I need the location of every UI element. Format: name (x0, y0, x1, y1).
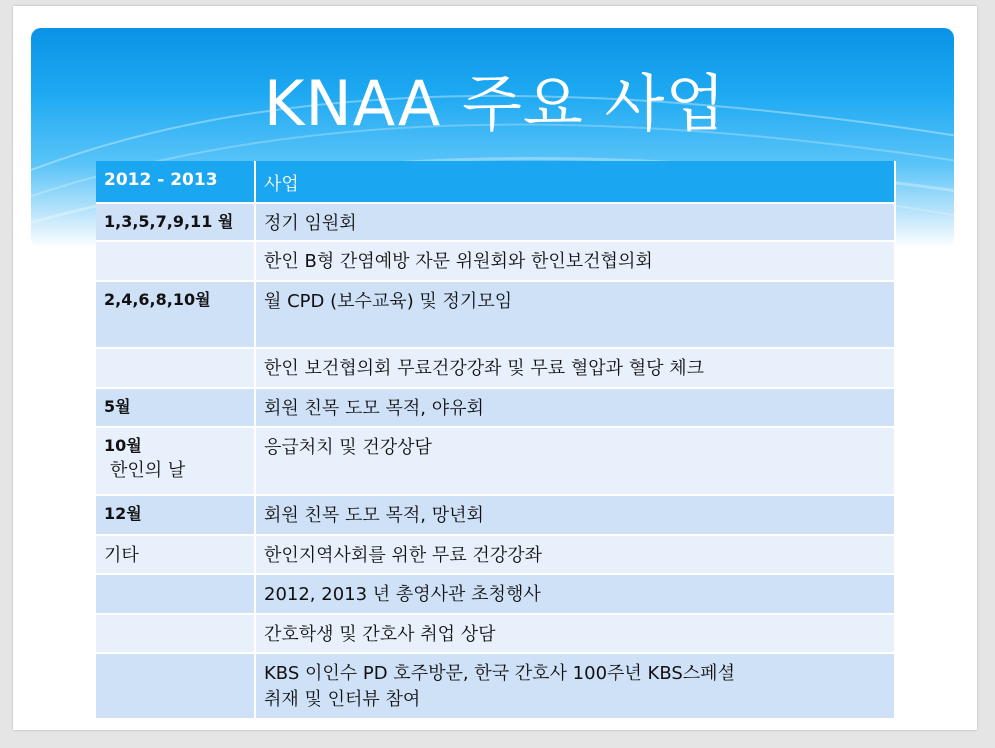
slide (13, 6, 977, 730)
business-cell (255, 653, 895, 719)
period-cell (96, 241, 255, 281)
period-cell (96, 203, 255, 241)
table-row (96, 495, 895, 535)
period-text: 12월 (104, 504, 142, 523)
business-text: KBS 이인수 PD 호주방문, 한국 간호사 100주년 KBS스페셜 (264, 663, 735, 684)
period-cell (96, 653, 255, 719)
period-cell (96, 427, 255, 495)
period-text: 기타 (104, 545, 139, 566)
table-row (96, 241, 895, 281)
table-row (96, 614, 895, 653)
period-text: 5월 (104, 397, 131, 416)
period-cell (96, 388, 255, 427)
period-text-line2: 한인의 날 (110, 460, 186, 481)
table-row (96, 348, 895, 388)
table-header-row (96, 161, 895, 203)
period-text: 2,4,6,8,10월 (104, 290, 211, 309)
period-cell (96, 495, 255, 535)
table-row (96, 653, 895, 719)
period-text: 1,3,5,7,9,11 월 (104, 212, 234, 231)
period-cell (96, 614, 255, 653)
business-cell: 한인 보건협의회 무료건강강좌 및 무료 혈압과 혈당 체크 (255, 348, 895, 388)
header-period: 2012 - 2013 (96, 161, 255, 203)
business-cell: 한인 B형 간염예방 자문 위원회와 한인보건협의회 (255, 241, 895, 281)
table-row (96, 281, 895, 348)
period-cell (96, 574, 255, 614)
period-text: 10월 (104, 436, 142, 455)
table-row (96, 388, 895, 427)
business-cell: 회원 친목 도모 목적, 망년회 (255, 495, 895, 535)
period-cell (96, 348, 255, 388)
business-cell: 간호학생 및 간호사 취업 상담 (255, 614, 895, 653)
table-row (96, 203, 895, 241)
business-cell: 2012, 2013 년 총영사관 초청행사 (255, 574, 895, 614)
table-row (96, 535, 895, 574)
business-cell: 응급처치 및 건강상담 (255, 427, 895, 495)
business-cell: 회원 친목 도모 목적, 야유회 (255, 388, 895, 427)
business-cell: 월 CPD (보수교육) 및 정기모임 (255, 281, 895, 348)
business-cell: 정기 임원회 (255, 203, 895, 241)
business-table (96, 161, 896, 720)
business-cell: 한인지역사회를 위한 무료 건강강좌 (255, 535, 895, 574)
table-row (96, 574, 895, 614)
slide-title: KNAA 주요 사업 (263, 67, 727, 140)
table-row (96, 427, 895, 495)
period-cell (96, 281, 255, 348)
period-cell (96, 535, 255, 574)
header-business: 사업 (255, 161, 895, 203)
business-text-line2: 취재 및 인터뷰 참여 (264, 689, 421, 710)
